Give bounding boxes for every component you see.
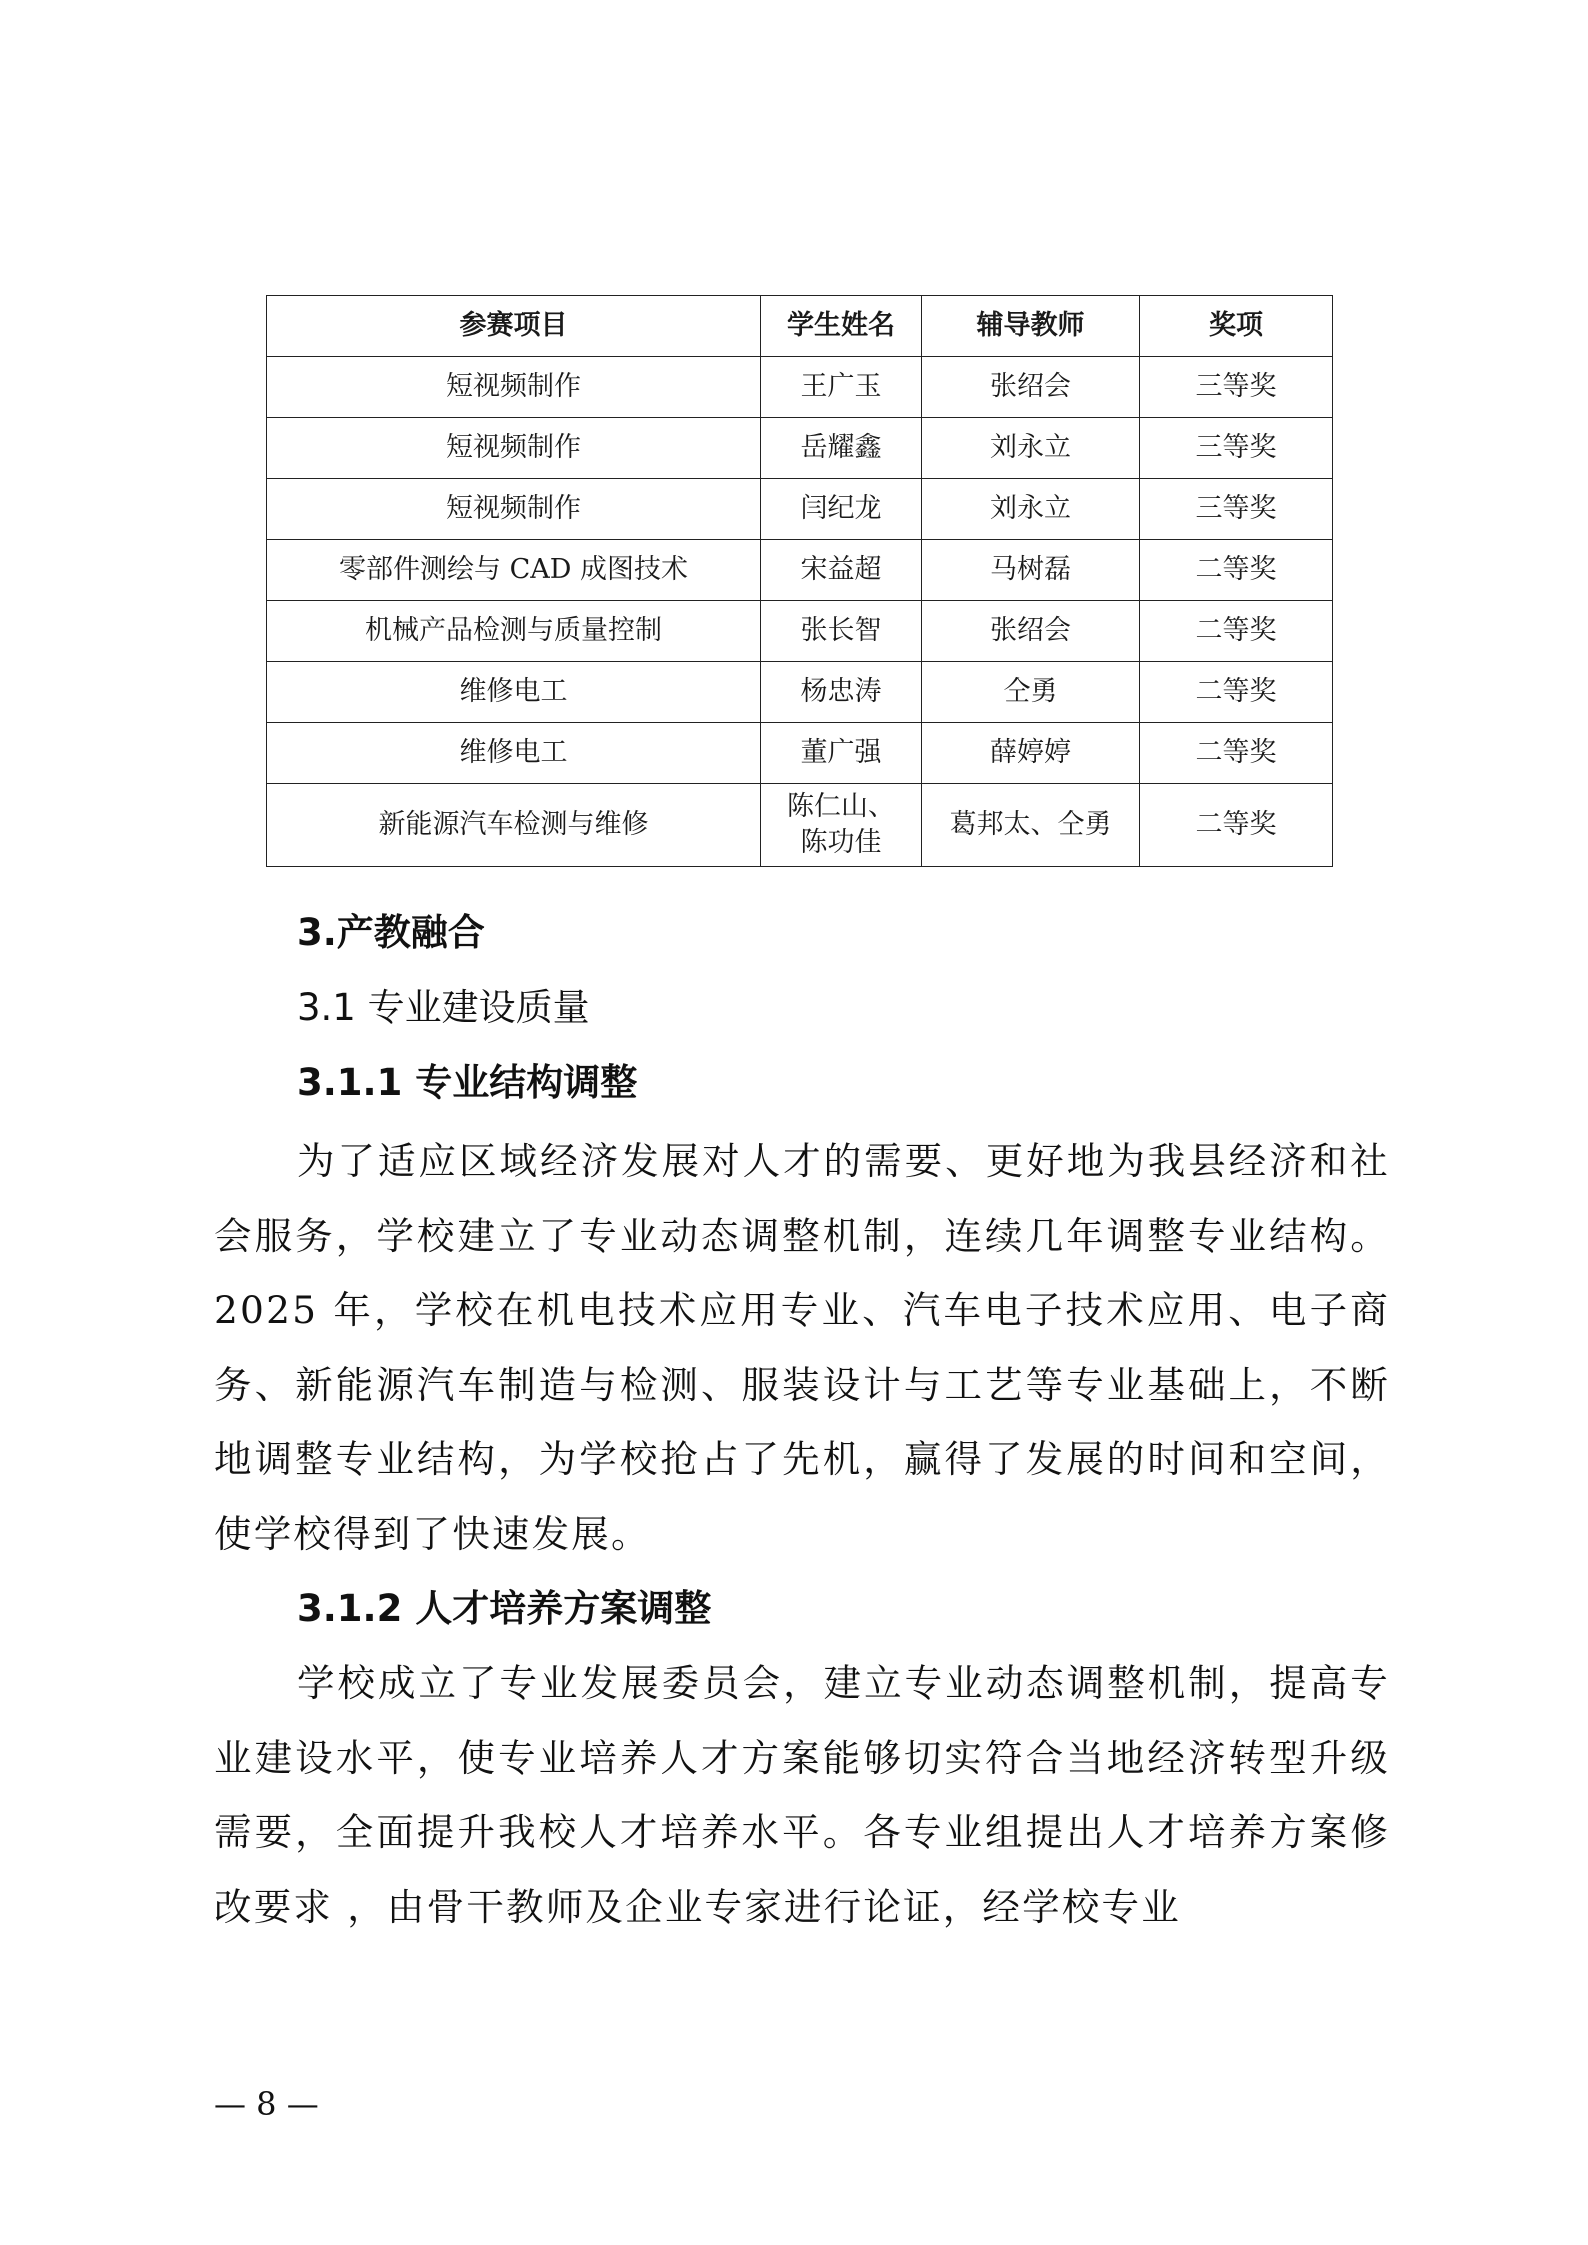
cell-student: 杨忠涛 [761,662,922,723]
cell-teacher: 刘永立 [922,479,1140,540]
table-row [267,601,1333,662]
cell-teacher: 张绍会 [922,601,1140,662]
cell-award: 二等奖 [1140,723,1333,784]
cell-teacher: 葛邦太、仝勇 [922,784,1140,867]
header-teacher: 辅导教师 [922,296,1140,357]
cell-award: 二等奖 [1140,662,1333,723]
cell-project: 零部件测绘与 CAD 成图技术 [267,540,761,601]
cell-student: 岳耀鑫 [761,418,922,479]
header-project: 参赛项目 [267,296,761,357]
cell-student: 张长智 [761,601,922,662]
cell-award: 三等奖 [1140,479,1333,540]
subsection-heading: 3.1 专业建设质量 [297,986,590,1029]
cell-award: 二等奖 [1140,784,1333,867]
student-name: 陈仁山、 [787,791,895,822]
table-row [267,784,1333,867]
cell-award: 二等奖 [1140,601,1333,662]
cell-project: 短视频制作 [267,418,761,479]
cell-project: 机械产品检测与质量控制 [267,601,761,662]
awards-table [266,295,1333,867]
header-student: 学生姓名 [761,296,922,357]
cell-student: 董广强 [761,723,922,784]
section-heading: 3.产教融合 [297,911,485,954]
table-row [267,662,1333,723]
table-row [267,540,1333,601]
cell-teacher: 仝勇 [922,662,1140,723]
cell-project: 维修电工 [267,662,761,723]
table-row [267,479,1333,540]
subsubsection-heading: 3.1.2 人才培养方案调整 [297,1587,712,1630]
cell-teacher: 马树磊 [922,540,1140,601]
paragraph-structure-adjustment: 为了适应区域经济发展对人才的需要、更好地为我县经济和社会服务，学校建立了专业动态调整机制，连续几年调整专业结构。2025 年，学校在机电技术应用专业、汽车电子技术应用、电子商务、新能源汽车制造与检测、服装设计与工艺等专业基础上，不断地调整专业结构，为学校抢占了先机，赢得了发展的时间和空间，使学校得到了快速发展。 [214,1139,1390,1556]
cell-teacher: 张绍会 [922,357,1140,418]
cell-student: 王广玉 [761,357,922,418]
paragraph-training-plan: 学校成立了专业发展委员会，建立专业动态调整机制，提高专业建设水平，使专业培养人才方案能够切实符合当地经济转型升级需要，全面提升我校人才培养水平。各专业组提出人才培养方案修改要求 ，由骨干教师及企业专家进行论证，经学校专业 [214,1661,1390,1929]
student-name: 陈功佳 [800,827,882,858]
cell-project: 短视频制作 [267,479,761,540]
cell-project: 短视频制作 [267,357,761,418]
table-row [267,723,1333,784]
subsubsection-heading: 3.1.1 专业结构调整 [297,1061,638,1104]
cell-student [761,784,922,867]
cell-project: 维修电工 [267,723,761,784]
cell-award: 三等奖 [1140,418,1333,479]
header-award: 奖项 [1140,296,1333,357]
page-number: — 8 — [214,2085,319,2123]
cell-award: 三等奖 [1140,357,1333,418]
table-header-row [267,296,1333,357]
table-row [267,357,1333,418]
cell-student: 宋益超 [761,540,922,601]
cell-student: 闫纪龙 [761,479,922,540]
cell-project: 新能源汽车检测与维修 [267,784,761,867]
table-row [267,418,1333,479]
cell-teacher: 刘永立 [922,418,1140,479]
cell-award: 二等奖 [1140,540,1333,601]
cell-teacher: 薛婷婷 [922,723,1140,784]
